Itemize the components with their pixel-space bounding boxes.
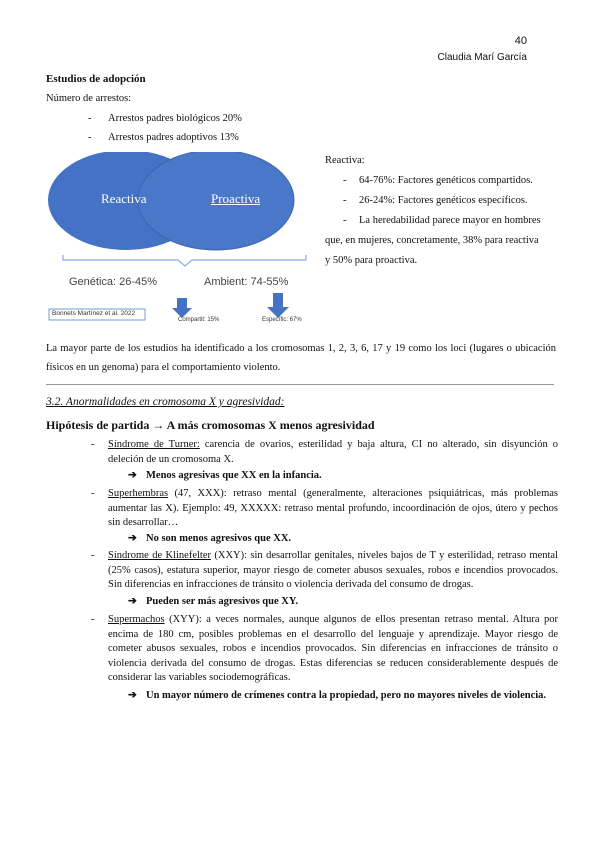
entry-klinefelter: - Síndrome de Klinefelter (XXY): sin desarrollar genitales, niveles bajos de T y esterilidad, retraso mental (25% casos), estatura superior, mayor riesgo de cometer abusos sexuales, robos e incendios provocados. Sin diferencias en infracciones de tránsito o violencia derivada del consumo de drogas.	[91, 550, 558, 590]
genetic-label: Genética: 26-45%	[69, 276, 158, 288]
reactiva-line: y 50% para proactiva.	[325, 255, 418, 266]
divider	[46, 384, 554, 385]
adoption-subtitle: Número de arrestos:	[46, 93, 132, 104]
conclusion-superhembras: ➔ No son menos agresivos que XX.	[128, 533, 292, 544]
conclusion-klinefelter: ➔ Pueden ser más agresivos que XY.	[128, 596, 299, 607]
proactiva-label: Proactiva	[211, 191, 261, 206]
entry-name: Supermachos	[108, 614, 165, 625]
adoption-title: Estudios de adopción	[46, 73, 146, 85]
arrow-icon: ➔	[128, 470, 137, 481]
reactiva-item: - 26-24%: Factores genéticos específicos.	[343, 195, 528, 206]
arrow-icon: ➔	[128, 533, 137, 544]
reactiva-title: Reactiva:	[325, 155, 365, 166]
specific-label: Específic: 67%	[262, 317, 302, 323]
conclusion-supermachos: ➔ Un mayor número de crímenes contra la propiedad, pero no mayores niveles de violencia.	[128, 686, 558, 705]
adoption-item: - Arrestos padres adoptivos 13%	[88, 132, 239, 143]
entry-name: Superhembras	[108, 488, 169, 499]
arrow-shared-stem	[177, 298, 187, 308]
venn-diagram	[48, 152, 318, 327]
reactiva-label: Reactiva	[101, 191, 147, 206]
brace	[63, 255, 306, 266]
section-title: 3.2. Anormalidades en cromosoma X y agresividad:	[46, 396, 285, 408]
arrow-icon: ➔	[128, 596, 137, 607]
heritability-diagram	[48, 152, 318, 327]
entry-text: carencia de ovarios, esterilidad y baja altura, CI no alterado, sin disyunción o deleción de un cromosoma X.	[108, 439, 558, 465]
adoption-item: - Arrestos padres biológicos 20%	[88, 113, 242, 124]
reactiva-item: - 64-76%: Factores genéticos compartidos.	[343, 175, 533, 186]
reactiva-notes	[325, 151, 560, 271]
entry-superhembras: - Superhembras (47, XXX): retraso mental (generalmente, alteraciones psiquiátricas, más problemas aumentar las X). Ejemplo: 49, XXXXX: retraso mental profundo, incoordinación de ojos, útero y pechos sin desarrollar…	[91, 488, 558, 528]
ambient-label: Ambient: 74-55%	[204, 276, 289, 288]
entry-text: (XXY): sin desarrollar genitales, niveles bajos de T y esterilidad, retraso mental (25% casos), estatura superior, mayor riesgo de cometer abusos sexuales, robos e incendios provocados. Sin diferencias en infracciones de tránsito o violencia derivada del consumo de drogas.	[108, 550, 558, 590]
author-name: Claudia Marí García	[437, 52, 527, 63]
entry-turner: - Síndrome de Turner: carencia de ovarios, esterilidad y baja altura, CI no alterado, sin disyunción o deleción de un cromosoma X.	[91, 439, 558, 465]
entry-supermachos: - Supermachos (XYY): a veces normales, aunque algunos de ellos presentan retraso mental. Altura por encima de 180 cm, posibles problemas en el desarrollo del lenguaje y aprendizaje. Mayor riesgo de cometer abusos sexuales, robos e incendios provocados. Sin diferencias en infracciones de tránsito o violencia derivada del consumo de drogas. Estas diferencias se reducen considerablemente después de considerar las variables sociodemográficas.	[91, 614, 558, 683]
chromosomes-paragraph: La mayor parte de los estudios ha identificado a los cromosomas 1, 2, 3, 6, 17 y 19 como los loci (lugares o ubicación físicos en un genoma) para el comportamiento violento.	[46, 343, 556, 373]
citation-text: Bonnets Martínez et al. 2022	[52, 310, 136, 317]
shared-label: Compartit: 15%	[178, 317, 220, 323]
hypothesis: Hipótesis de partida → A más cromosomas X menos agresividad	[46, 418, 375, 432]
entry-text: (47, XXX): retraso mental (generalmente, alteraciones psiquiátricas, más problemas aumentar las X). Ejemplo: 49, XXXXX: retraso mental profundo, incoordinación de ojos, útero y pechos sin desarrollar…	[108, 488, 558, 528]
arrow-icon: ➔	[128, 690, 137, 701]
entry-name: Síndrome de Klinefelter	[108, 550, 211, 561]
arrow-specific-stem	[273, 293, 283, 307]
reactiva-item: - La heredabilidad parece mayor en hombres	[343, 215, 541, 226]
page-number: 40	[514, 35, 527, 47]
conclusion-turner: ➔ Menos agresivas que XX en la infancia.	[128, 470, 322, 481]
reactiva-line: que, en mujeres, concretamente, 38% para reactiva	[325, 235, 539, 246]
entry-name: Síndrome de Turner:	[108, 439, 200, 450]
entry-text: (XYY): a veces normales, aunque algunos de ellos presentan retraso mental. Altura por encima de 180 cm, posibles problemas en el desarrollo del lenguaje y aprendizaje. Mayor riesgo de cometer abusos sexuales, robos e incendios provocados. Sin diferencias en infracciones de tránsito o violencia derivada del consumo de drogas. Estas diferencias se reducen considerablemente después de considerar las variables sociodemográficas.	[108, 614, 558, 683]
